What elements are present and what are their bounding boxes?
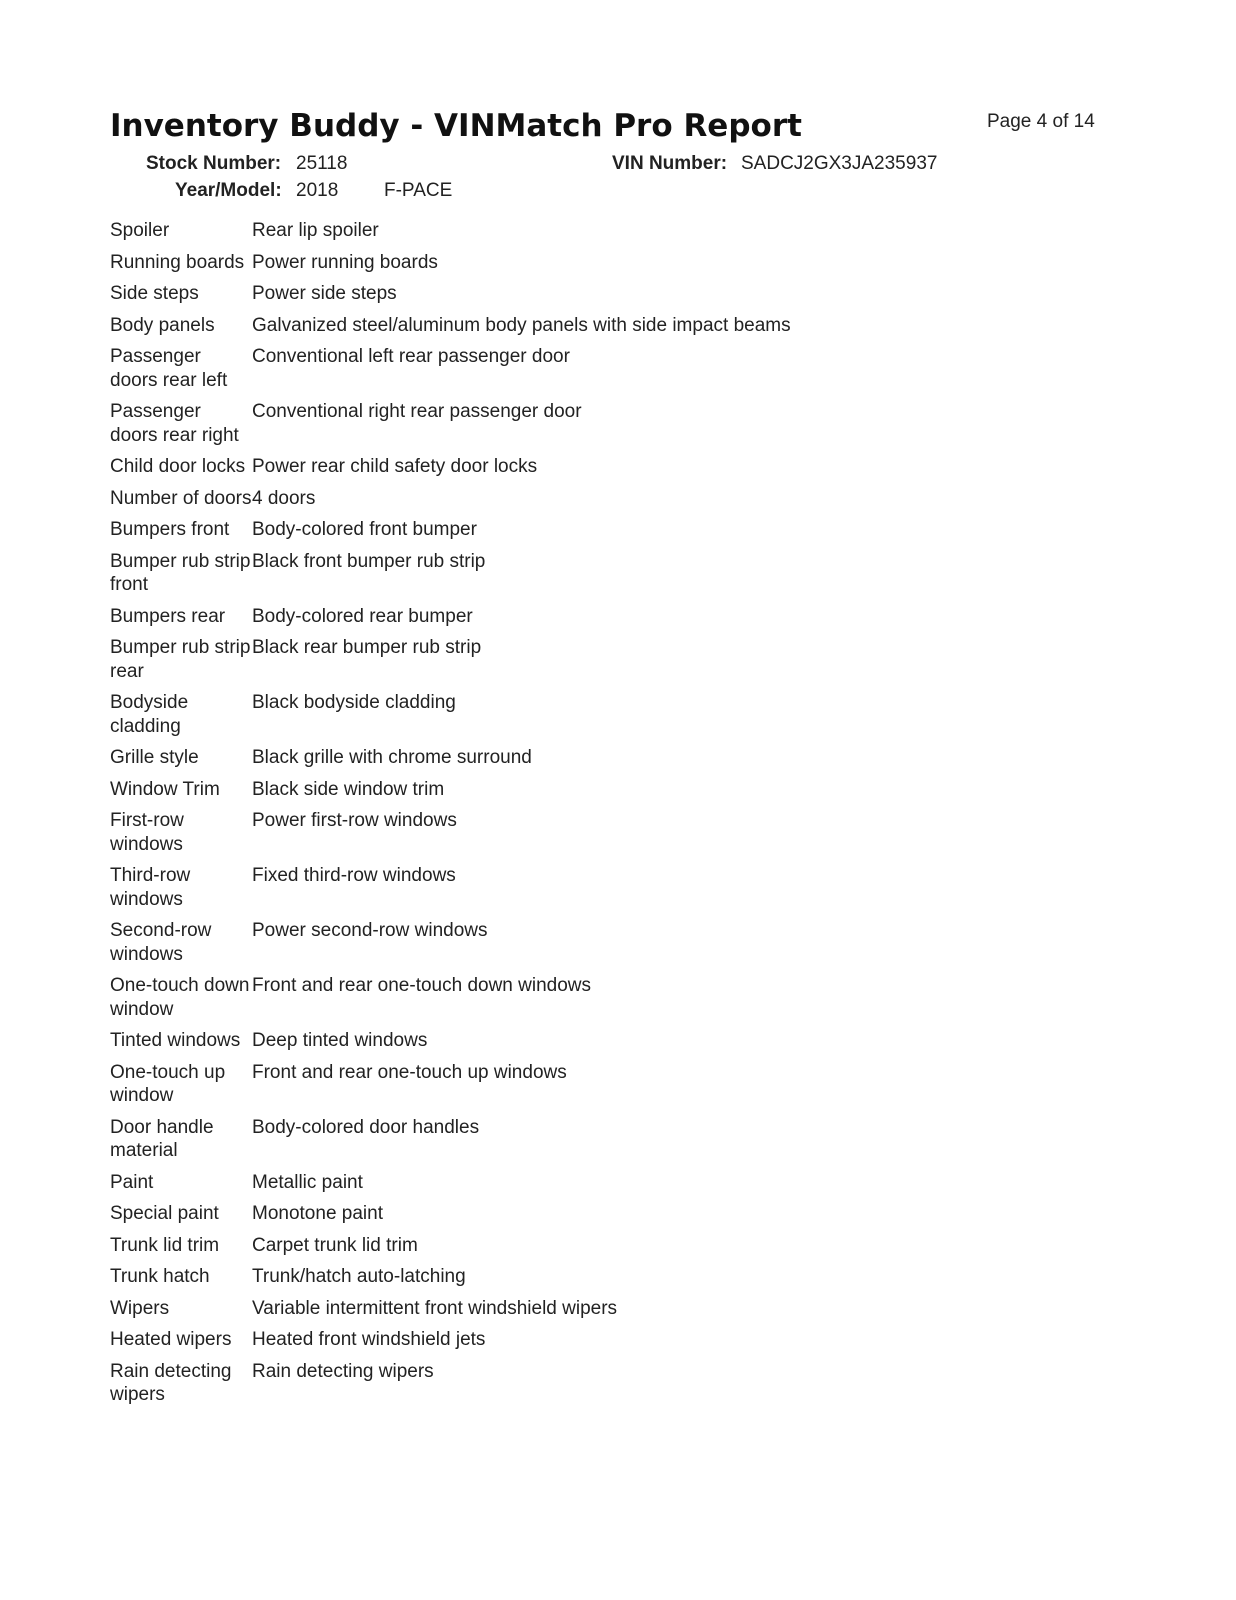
spec-label: Child door locks <box>110 456 246 477</box>
spec-label: Tinted windows <box>110 1030 241 1051</box>
vin-label: VIN Number: <box>612 153 728 174</box>
spec-label: Side steps <box>110 283 199 304</box>
spec-value: Galvanized steel/aluminum body panels with side impact beams <box>252 314 791 336</box>
spec-value: Rear lip spoiler <box>252 220 379 241</box>
spec-row <box>110 1198 1010 1230</box>
page-title: Inventory Buddy - VINMatch Pro Report <box>110 108 802 144</box>
spec-row <box>110 483 1010 515</box>
spec-value: Black bodyside cladding <box>252 692 456 713</box>
spec-row <box>110 1261 1010 1293</box>
spec-value: 4 doors <box>252 487 316 509</box>
spec-row <box>110 396 1010 451</box>
spec-label: Special paint <box>110 1203 219 1224</box>
spec-label: Trunk hatch <box>110 1266 210 1287</box>
spec-table <box>110 215 1010 1411</box>
spec-value: Body-colored rear bumper <box>252 605 473 627</box>
spec-row <box>110 215 1010 247</box>
spec-value: Power first-row windows <box>252 810 457 831</box>
spec-row <box>110 1025 1010 1057</box>
spec-row <box>110 1356 1010 1411</box>
spec-value: Power rear child safety door locks <box>252 456 538 477</box>
spec-label: Trunk lid trim <box>110 1234 220 1256</box>
spec-value: Power running boards <box>252 251 438 273</box>
spec-value: Black grille with chrome surround <box>252 747 532 768</box>
spec-value: Variable intermittent front windshield wipers <box>252 1297 618 1319</box>
spec-value: Deep tinted windows <box>252 1030 428 1051</box>
spec-value: Metallic paint <box>252 1171 363 1193</box>
spec-label: Window Trim <box>110 778 220 800</box>
spec-value: Front and rear one-touch up windows <box>252 1061 567 1083</box>
spec-label: Passenger doors rear left <box>110 346 228 391</box>
spec-label: Third-row windows <box>110 865 191 910</box>
spec-label: Second-row windows <box>110 920 212 965</box>
spec-row <box>110 341 1010 396</box>
spec-row <box>110 601 1010 633</box>
spec-row <box>110 774 1010 806</box>
spec-value: Power side steps <box>252 283 397 304</box>
spec-row <box>110 1230 1010 1262</box>
spec-label: Paint <box>110 1171 154 1193</box>
spec-label: Passenger doors rear right <box>110 401 239 446</box>
spec-row <box>110 546 1010 601</box>
spec-value: Trunk/hatch auto-latching <box>252 1266 466 1287</box>
spec-row <box>110 1293 1010 1325</box>
spec-value: Black front bumper rub strip <box>252 550 486 572</box>
spec-row <box>110 805 1010 860</box>
spec-row <box>110 632 1010 687</box>
spec-row <box>110 278 1010 310</box>
spec-label: Door handle material <box>110 1116 214 1161</box>
spec-value: Power second-row windows <box>252 920 488 941</box>
spec-label: Rain detecting wipers <box>110 1360 232 1405</box>
spec-row <box>110 451 1010 483</box>
spec-label: Running boards <box>110 251 245 273</box>
spec-row <box>110 1057 1010 1112</box>
spec-row <box>110 247 1010 279</box>
vin-value: SADCJ2GX3JA235937 <box>741 153 938 174</box>
spec-label: Bumper rub strip rear <box>110 637 251 682</box>
spec-row <box>110 970 1010 1025</box>
stock-number-value: 25118 <box>296 153 348 174</box>
spec-row <box>110 742 1010 774</box>
spec-value: Black side window trim <box>252 778 445 800</box>
spec-row <box>110 860 1010 915</box>
spec-value: Black rear bumper rub strip <box>252 637 482 658</box>
spec-label: One-touch down window <box>110 975 250 1020</box>
spec-label: Bumper rub strip front <box>110 550 251 595</box>
spec-value: Carpet trunk lid trim <box>252 1234 418 1256</box>
spec-label: Bumpers rear <box>110 605 226 627</box>
stock-number-label: Stock Number: <box>146 153 282 174</box>
spec-row <box>110 1324 1010 1356</box>
spec-row <box>110 915 1010 970</box>
spec-label: First-row windows <box>110 810 184 855</box>
spec-label: Bodyside cladding <box>110 692 189 737</box>
spec-value: Conventional right rear passenger door <box>252 401 582 422</box>
spec-row <box>110 1167 1010 1199</box>
spec-label: Grille style <box>110 747 199 768</box>
spec-row <box>110 1112 1010 1167</box>
spec-value: Fixed third-row windows <box>252 865 456 886</box>
page-number: Page 4 of 14 <box>987 111 1095 132</box>
spec-label: Heated wipers <box>110 1329 232 1350</box>
spec-label: Spoiler <box>110 220 170 241</box>
spec-label: Wipers <box>110 1297 170 1319</box>
spec-label: One-touch up window <box>110 1061 226 1106</box>
spec-label: Body panels <box>110 314 215 336</box>
spec-value: Heated front windshield jets <box>252 1329 486 1350</box>
spec-label: Bumpers front <box>110 519 230 540</box>
spec-value: Monotone paint <box>252 1203 383 1224</box>
spec-value: Rain detecting wipers <box>252 1360 434 1382</box>
spec-row <box>110 514 1010 546</box>
spec-row <box>110 687 1010 742</box>
year-model-label: Year/Model: <box>175 180 282 201</box>
spec-label: Number of doors <box>110 487 252 509</box>
spec-row <box>110 310 1010 342</box>
year-value: 2018 <box>296 180 339 201</box>
spec-value: Conventional left rear passenger door <box>252 346 570 367</box>
model-value: F-PACE <box>384 180 453 201</box>
spec-value: Body-colored front bumper <box>252 519 477 540</box>
spec-value: Front and rear one-touch down windows <box>252 975 592 996</box>
spec-value: Body-colored door handles <box>252 1116 480 1138</box>
